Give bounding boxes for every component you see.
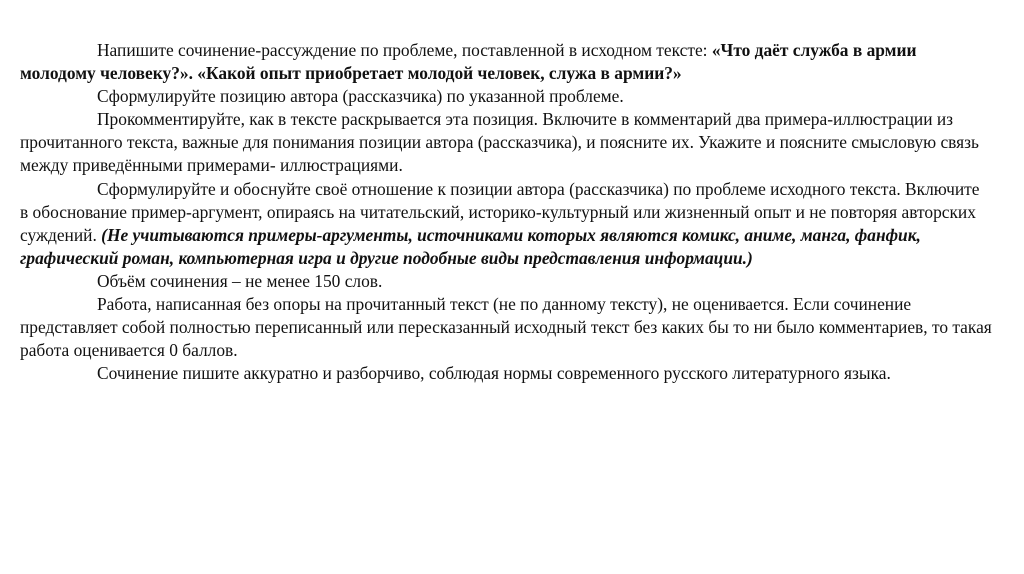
assignment-document <box>20 39 992 385</box>
argument-note: (Не учитываются примеры-аргументы, источниками которых являются комикс, аниме, манга, фанфик, графический роман, компьютерная игра и другие подобные виды представления информации.) <box>20 224 921 268</box>
argument-text: Сформулируйте и обоснуйте своё отношение к позиции автора (рассказчика) по проблеме исходного текста. Включите в обоснование пример-аргумент, опираясь на читательский, историко-культурный или жизненный опыт и не повторяя авторских суждений. <box>20 178 980 245</box>
style-paragraph: Сочинение пишите аккуратно и разборчиво, соблюдая нормы современного русского литературного языка. <box>97 363 891 384</box>
comment-paragraph: Прокомментируйте, как в тексте раскрывается эта позиция. Включите в комментарий два примера-иллюстрации из прочитанного текста, важные для понимания позиции автора (рассказчика), и поясните их. Укажите и поясните смысловую связь между приведёнными примерами- иллюстрациями. <box>20 109 979 176</box>
problem-question: «Что даёт служба в армии молодому человеку?». «Какой опыт приобретает молодой человек, служа в армии?» <box>20 40 917 84</box>
evaluation-paragraph: Работа, написанная без опоры на прочитанный текст (не по данному тексту), не оценивается. Если сочинение представляет собой полностью переписанный или пересказанный исходный текст без каких бы то ни было комментариев, то такая работа оценивается 0 баллов. <box>20 294 992 361</box>
task-text: Напишите сочинение-рассуждение по проблеме, поставленной в исходном тексте: <box>97 40 712 60</box>
position-paragraph: Сформулируйте позицию автора (рассказчика) по указанной проблеме. <box>97 86 624 107</box>
task-paragraph <box>20 39 992 85</box>
argument-paragraph <box>20 178 992 270</box>
volume-paragraph: Объём сочинения – не менее 150 слов. <box>97 270 383 291</box>
